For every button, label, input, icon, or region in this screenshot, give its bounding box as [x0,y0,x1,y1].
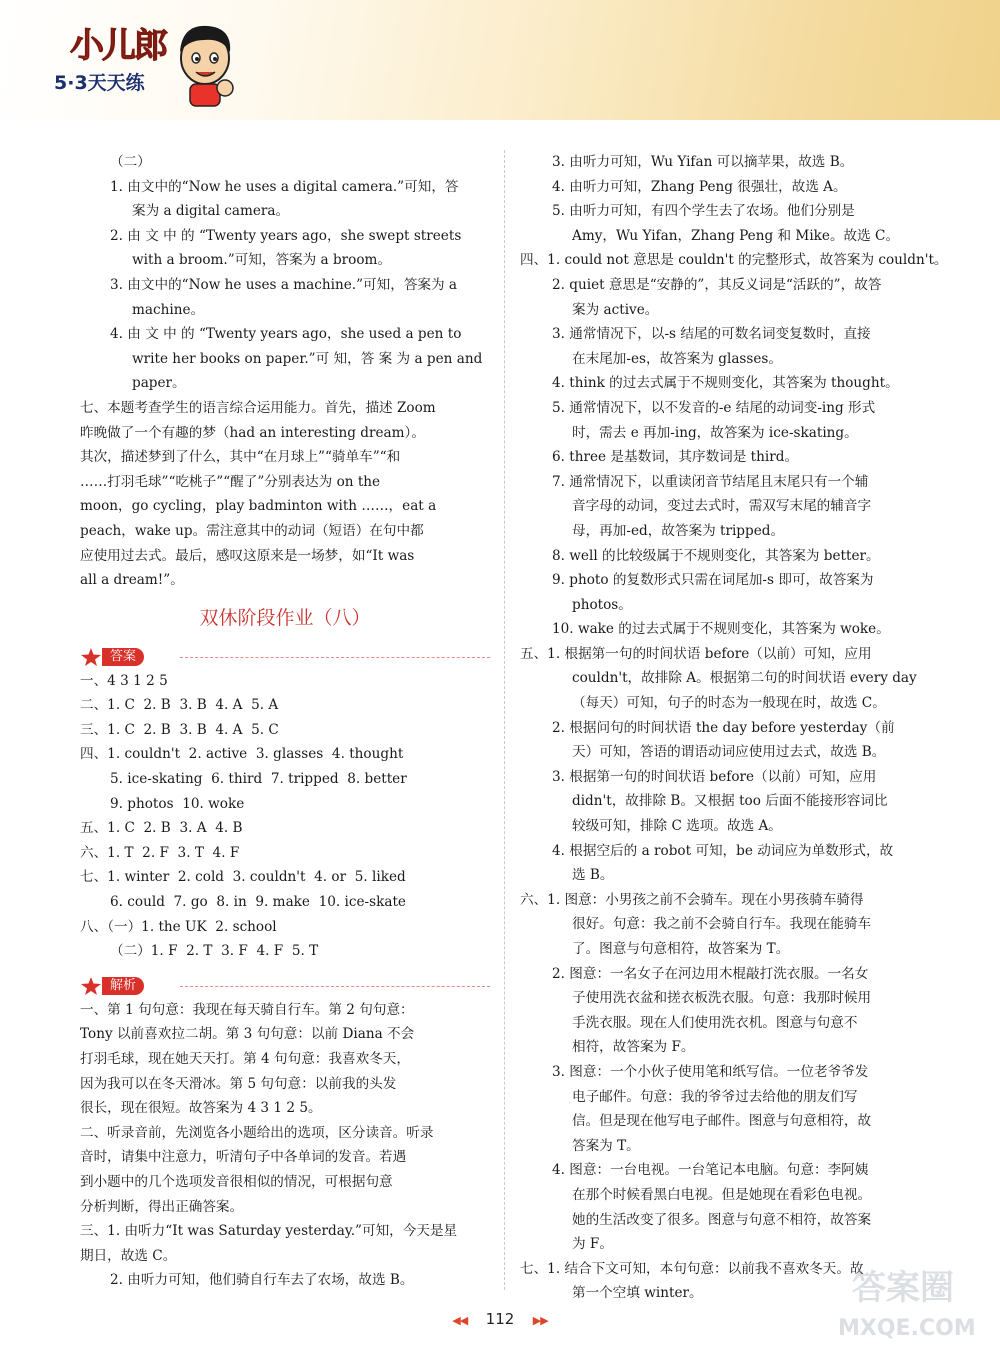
text-line: 案为 a digital camera。 [132,203,290,220]
section-title: 双休阶段作业（八） [199,606,371,629]
text-line: ……打羽毛球”“吃桃子”“醒了”分别表达为 on the [80,473,381,490]
text-line: 应使用过去式。最后，感叹这原来是一场梦，如“It was [80,547,415,564]
text-line: 打羽毛球，现在她天天打。第 4 句句意：我喜欢冬天， [80,1051,410,1067]
text-line: （每天）可知，句子的时态为一般现在时，故选 C。 [572,695,886,712]
analysis-tag [80,972,490,998]
text-line: couldn't，故排除 A。根据第二句的时间状语 every day [572,670,917,687]
text-line: paper。 [132,375,186,392]
text-line: 为 F。 [572,1236,613,1253]
page-number: 112 [485,1310,515,1328]
text-line: Tony 以前喜欢拉二胡。第 3 句句意：以前 Diana 不会 [80,1026,415,1043]
text-line: 3. 根据第一句的时间状语 before（以前）可知，应用 [552,768,877,785]
text-line: 较级可知，排除 C 选项。故选 A。 [572,818,782,835]
text-line: 她的生活改变了很多。图意与句意不相符，故答案 [572,1211,872,1228]
mascot-boy-icon [170,18,240,108]
text-line: 了。图意与句意相符，故答案为 T。 [572,941,790,957]
text-line: 时，需去 e 再加-ing，故答案为 ice-skating。 [572,424,858,441]
text-line: 6. could 7. go 8. in 9. make 10. ice-skate [110,894,406,911]
text-line: 2. 图意：一名女子在河边用木棍敲打洗衣服。一名女 [552,965,869,982]
text-line: 4. think 的过去式属于不规则变化，其答案为 thought。 [552,375,899,392]
brand-logo [40,18,240,108]
text-line: 三、1. 由听力“It was Saturday yesterday.”可知，今天是星 [80,1223,458,1240]
text-line: 答案为 T。 [572,1137,640,1154]
text-line: 4. 图意：一台电视。一台笔记本电脑。句意：李阿姨 [552,1162,869,1179]
text-line: （二）1. F 2. T 3. F 4. F 5. T [110,943,319,960]
text-line: 七、1. 结合下文可知，本句句意：以前我不喜欢冬天。故 [520,1260,864,1277]
next-arrows-icon[interactable]: ▶▶ [532,1314,548,1327]
left-top-text [80,150,490,593]
text-line: 5. 通常情况下，以不发音的-e 结尾的动词变-ing 形式 [552,399,876,416]
tag-rule [180,986,490,987]
text-line: 2. quiet 意思是“安静的”，其反义词是“活跃的”，故答 [552,276,882,293]
text-line: 二、1. C 2. B 3. B 4. A 5. A [80,697,279,714]
text-line: 3. 由听力可知，Wu Yifan 可以摘苹果，故选 B。 [552,154,854,170]
text-line: Amy，Wu Yifan，Zhang Peng 和 Mike。故选 C。 [572,227,900,244]
text-line: 8. well 的比较级属于不规则变化，其答案为 better。 [552,547,880,564]
text-line: 母，再加-ed，故答案为 tripped。 [572,522,785,539]
text-line: 一、4 3 1 2 5 [80,672,168,689]
text-line: 在末尾加-es，故答案为 glasses。 [572,350,782,367]
right-column [520,150,948,1306]
text-line: 很长，现在很短。故答案为 4 3 1 2 5。 [80,1100,322,1117]
logo-subtitle: 5·3天天练 [54,72,145,94]
text-line: 2. 由 文 中 的 “Twenty years ago，she swept streets [110,227,462,244]
text-line: 五、1. C 2. B 3. A 4. B [80,820,243,837]
text-line: 很好。句意：我之前不会骑自行车。我现在能骑车 [572,916,872,933]
text-line: 2. 根据问句的时间状语 the day before yesterday（前 [552,719,895,736]
text-line: 手洗衣服。现在人们使用洗衣机。图意与句意不 [572,1014,858,1031]
text-line: 六、1. T 2. F 3. T 4. F [80,844,240,861]
left-column [80,150,490,1293]
text-line: 七、本题考查学生的语言综合运用能力。首先，描述 Zoom [80,399,436,416]
text-line: 一、第 1 句句意：我现在每天骑自行车。第 2 句句意： [80,1001,414,1018]
watermark-bottom: MXQE.COM [838,1316,976,1341]
text-line: 八、（一）1. the UK 2. school [80,918,277,935]
analysis-tag-label: 解析 [102,977,144,995]
text-line: 其次，描述梦到了什么，其中“在月球上”“骑单车”“和 [80,449,401,466]
text-line: 10. wake 的过去式属于不规则变化，其答案为 woke。 [552,621,890,638]
text-line: 9. photos 10. woke [110,795,245,812]
text-line: 音时，请集中注意力，听清句子中各单词的发音。若遇 [80,1149,407,1166]
text-line: 六、1. 图意：小男孩之前不会骑车。现在小男孩骑车骑得 [520,891,864,908]
text-line: 三、1. C 2. B 3. B 4. A 5. C [80,721,279,738]
column-divider [504,150,505,1290]
text-line: 二、听录音前，先浏览各小题给出的选项，区分读音。听录 [80,1124,434,1141]
text-line: 7. 通常情况下，以重读闭音节结尾且末尾只有一个辅 [552,473,869,490]
text-line: with a broom.”可知，答案为 a broom。 [132,252,392,269]
text-line: 2. 由听力可知，他们骑自行车去了农场，故选 B。 [110,1272,414,1289]
text-line: peach，wake up。需注意其中的动词（短语）在句中都 [80,522,424,539]
answer-list [80,669,490,964]
text-line: 3. 通常情况下，以-s 结尾的可数名词变复数时，直接 [552,326,871,343]
text-line: write her books on paper.”可 知，答 案 为 a pen and [132,350,483,367]
text-line: 到小题中的几个选项发音很相似的情况，可根据句意 [80,1173,393,1190]
text-line: 1. 由文中的“Now he uses a digital camera.”可知，答 [110,178,459,195]
text-line: 案为 active。 [572,301,659,318]
text-line: 4. 由听力可知，Zhang Peng 很强壮，故选 A。 [552,178,847,195]
prev-arrows-icon[interactable]: ◀◀ [452,1314,468,1327]
text-line: 音字母的动词，变过去式时，需双写末尾的辅音字 [572,498,872,515]
tag-rule [180,657,490,658]
watermark-top: 答案圈 [852,1268,954,1308]
text-line: 9. photo 的复数形式只需在词尾加-s 即可，故答案为 [552,572,874,589]
text-line: 信。但是现在他写电子邮件。图意与句意相符，故 [572,1113,872,1130]
text-line: 七、1. winter 2. cold 3. couldn't 4. or 5. liked [80,869,406,886]
text-line: 6. three 是基数词，其序数词是 third。 [552,449,799,466]
text-line: 电子邮件。句意：我的爷爷过去给他的朋友们写 [572,1088,858,1105]
text-line: 3. 图意：一个小伙子使用笔和纸写信。一位老爷爷发 [552,1063,869,1080]
text-line: moon，go cycling，play badminton with ……，eat a [80,498,437,515]
text-line: photos。 [572,596,632,613]
star-icon [80,976,102,996]
text-line: 5. ice-skating 6. third 7. tripped 8. better [110,771,407,788]
analysis-list [80,998,490,1293]
text-line: 五、1. 根据第一句的时间状语 before（以前）可知，应用 [520,645,872,662]
text-line: 选 B。 [572,867,614,884]
text-line: machine。 [132,301,205,318]
text-line: 期日，故选 C。 [80,1247,177,1264]
text-line: 相符，故答案为 F。 [572,1039,695,1056]
answer-tag [80,643,490,669]
text-line: 4. 根据空后的 a robot 可知，be 动词应为单数形式，故 [552,842,894,859]
text-line: all a dream!”。 [80,572,184,589]
text-line: 四、1. could not 意思是 couldn't 的完整形式，故答案为 couldn't。 [520,252,948,269]
text-line: 昨晚做了一个有趣的梦（had an interesting dream）。 [80,424,425,441]
text-line: 天）可知，答语的谓语动词应使用过去式，故选 B。 [572,744,886,761]
text-line: 在那个时候看黑白电视。但是她现在看彩色电视。 [572,1186,872,1203]
text-line: （二） [110,154,151,170]
star-icon [80,647,102,667]
text-line: 因为我可以在冬天滑冰。第 5 句句意：以前我的头发 [80,1075,397,1092]
text-line: 子使用洗衣盆和搓衣板洗衣服。句意：我那时候用 [572,990,872,1007]
logo-title: 小儿郎 [70,26,166,66]
watermark-logo [832,1250,982,1360]
text-line: 5. 由听力可知，有四个学生去了农场。他们分别是 [552,203,855,220]
text-line: 3. 由文中的“Now he uses a machine.”可知，答案为 a [110,276,458,293]
text-line: didn't，故排除 B。又根据 too 后面不能接形容词比 [572,793,888,810]
text-line: 四、1. couldn't 2. active 3. glasses 4. thought [80,746,404,763]
answer-tag-label: 答案 [102,648,144,666]
right-text [520,150,948,1306]
text-line: 第一个空填 winter。 [572,1285,703,1302]
text-line: 4. 由 文 中 的 “Twenty years ago，she used a pen to [110,326,462,343]
text-line: 分析判断，得出正确答案。 [80,1198,244,1215]
